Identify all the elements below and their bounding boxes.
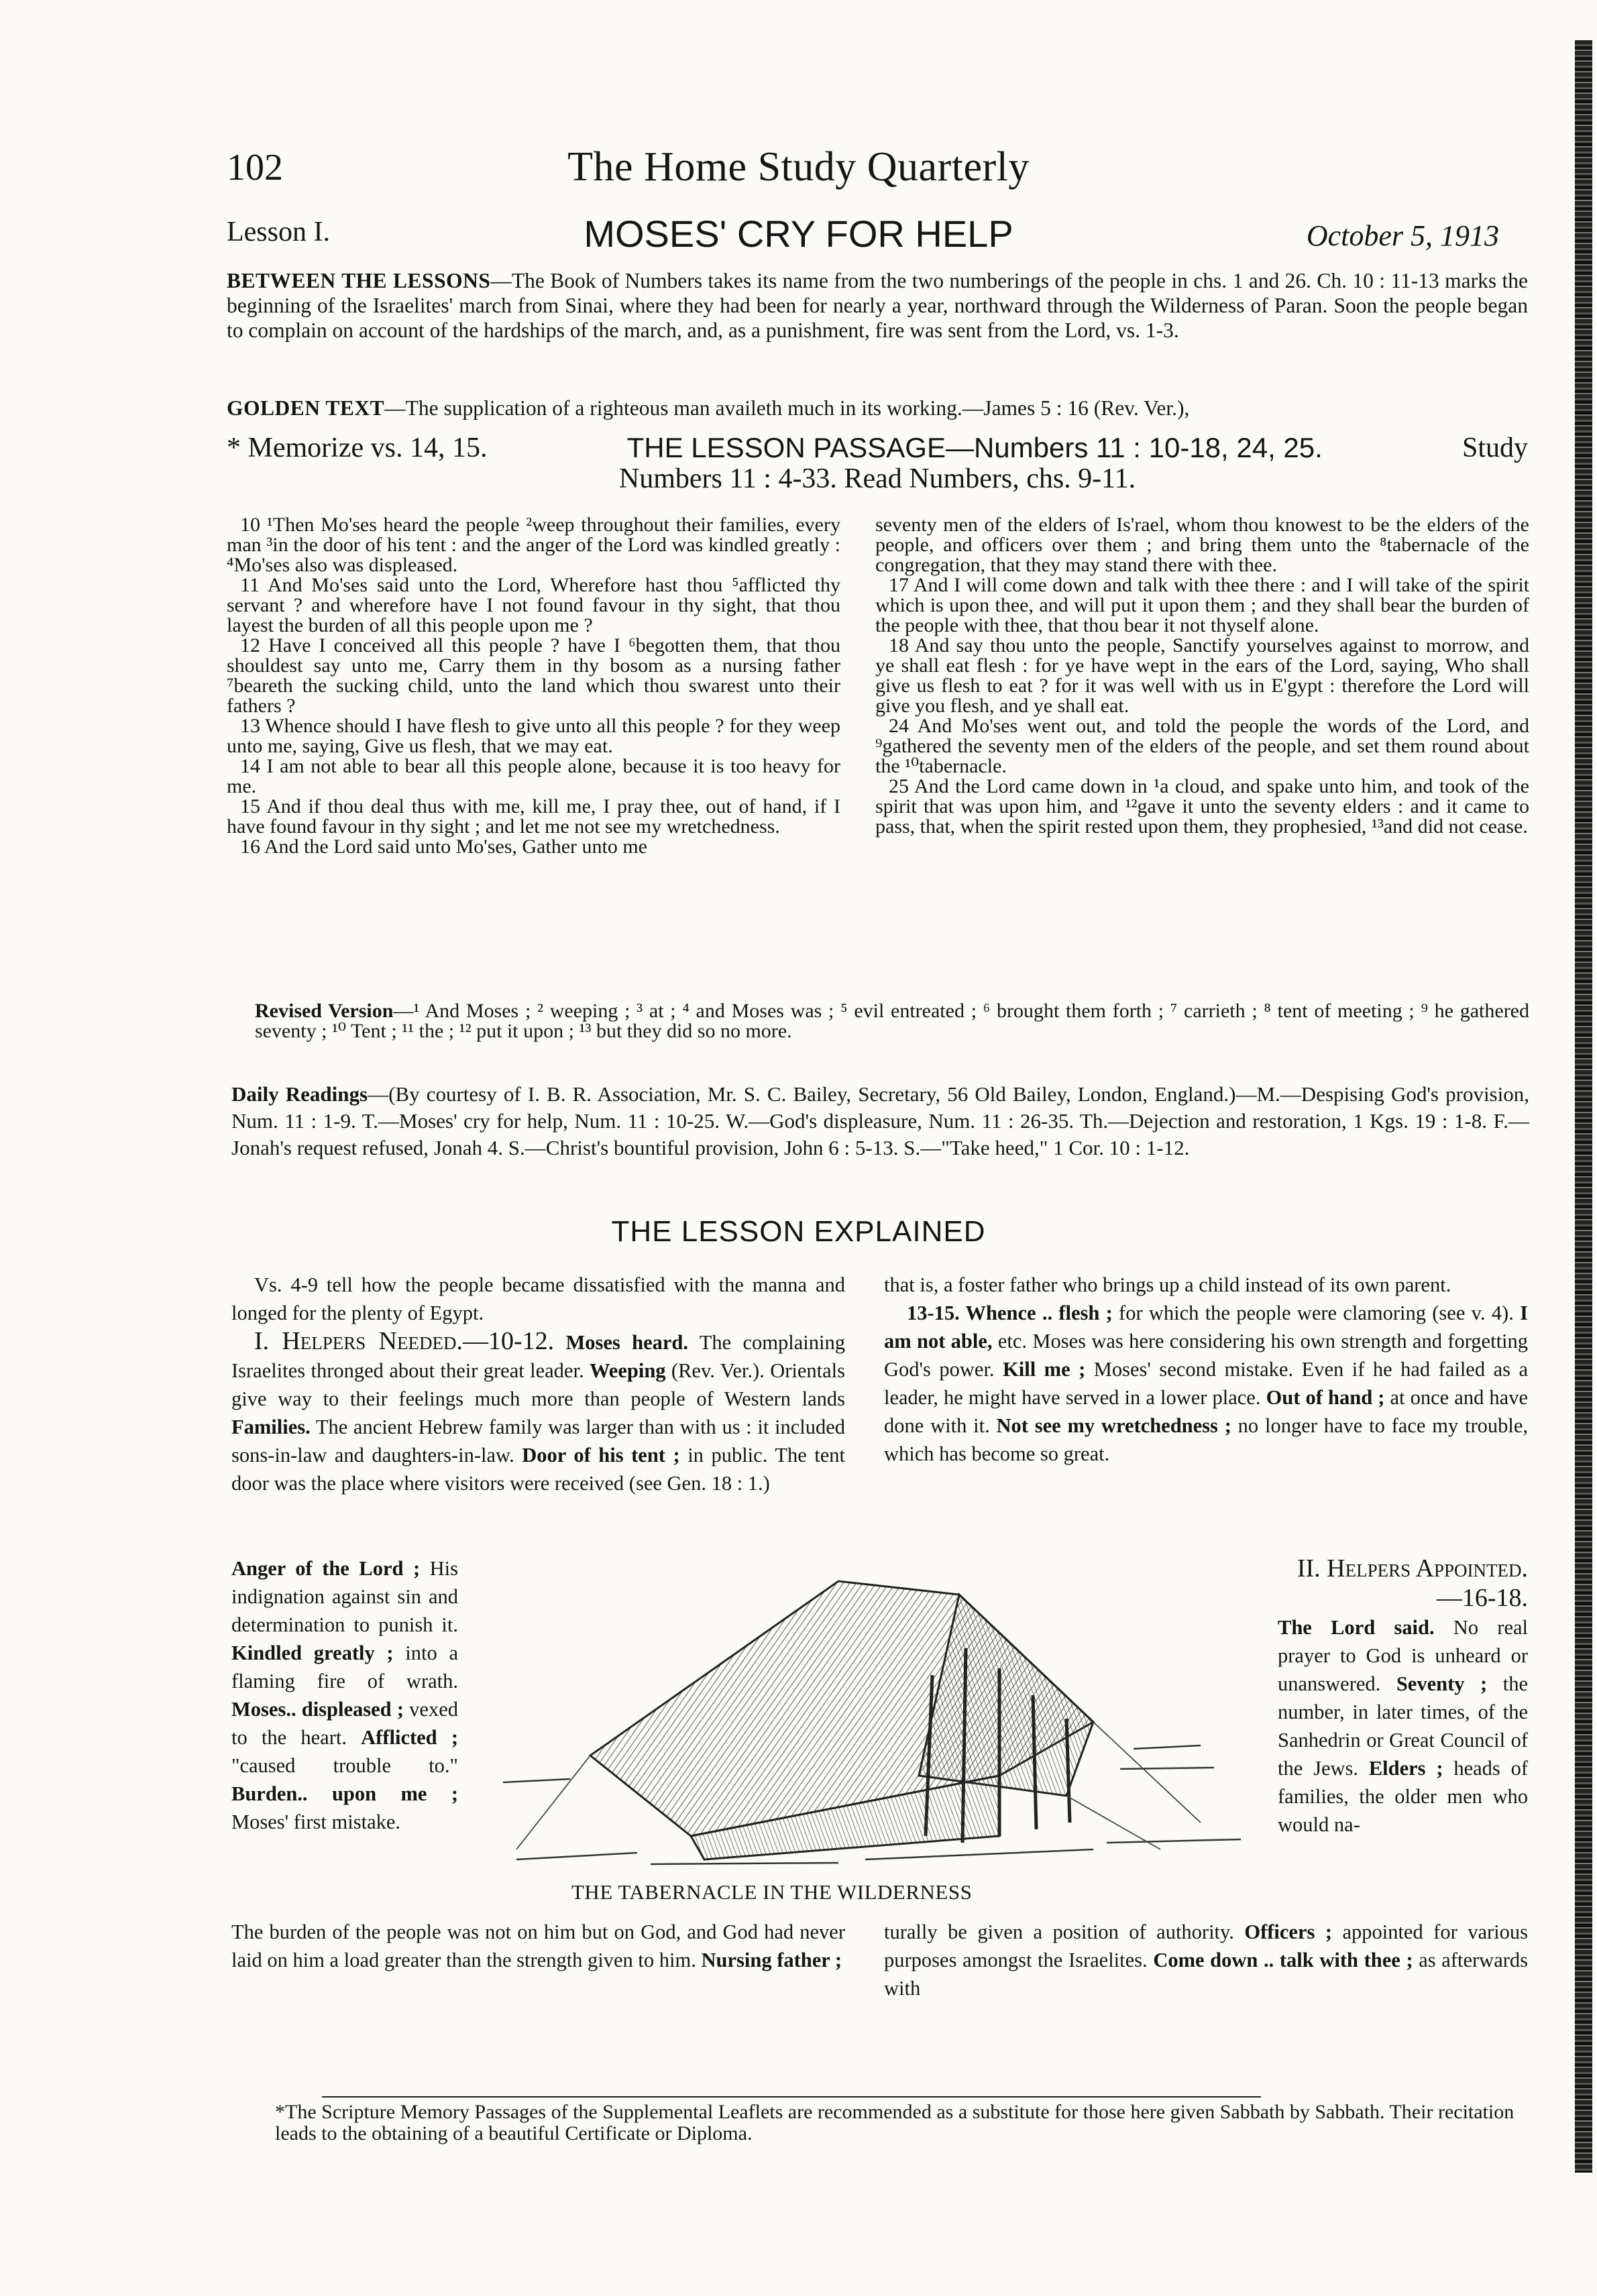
gloss-term: Kill me ; [1003, 1358, 1086, 1381]
daily-readings [231, 1081, 1529, 1161]
page-number: 102 [227, 147, 283, 188]
gloss-text: His indignation against sin and determination to punish it. [231, 1557, 459, 1636]
daily-readings-label: Daily Readings [231, 1082, 368, 1106]
gloss-text: appointed for various purposes amongst the Israelites. [884, 1920, 1528, 1971]
gloss-term: Moses heard. [565, 1331, 688, 1354]
gloss-term: Afflicted ; [361, 1726, 458, 1749]
gloss-text: Moses' first mistake. [231, 1811, 401, 1833]
lesson-explained-heading: THE LESSON EXPLAINED [611, 1215, 986, 1248]
between-label: BETWEEN THE LESSONS [227, 269, 491, 292]
lesson-passage-block [227, 433, 1528, 494]
gloss-text: "caused trouble to." [231, 1754, 458, 1777]
lesson-title: MOSES' CRY FOR HELP [584, 213, 1013, 255]
footnote-rule [322, 2096, 1261, 2098]
scripture-verse: 25 And the Lord came down in ¹a cloud, and spake unto him, and took of the spirit that was upon him, and ¹²gave it unto the seventy elders : and it came to pass, that, when the spirit rested upon them, they prophesied, ¹³and did not cease. [875, 775, 1529, 838]
gloss-term: Not see my wretchedness ; [996, 1414, 1231, 1437]
gloss-term: I am not able, [884, 1302, 1528, 1353]
gloss-text: vexed to the heart. [231, 1698, 458, 1749]
scripture-verse: 17 And I will come down and talk with thee there : and I will take of the spirit which is upon thee, and will put it upon them ; and they shall bear the burden of the people with thee, that thou bear it not thyself alone. [875, 574, 1529, 636]
gloss-text: the number, in later times, of the Sanhedrin or Great Council of the Jews. [1278, 1672, 1528, 1780]
gloss-term: The Lord said. [1278, 1616, 1435, 1639]
section1-heading: I. Helpers Needed.—10-12. [254, 1327, 555, 1355]
gloss-text: heads of families, the older men who would na- [1278, 1757, 1528, 1836]
gloss-term: Officers ; [1244, 1920, 1332, 1943]
gloss-text: The ancient Hebrew family was larger than with us : it included sons-in-law and daughters-in-law. [231, 1416, 845, 1467]
left-bottom-tail: Nursing father ; [701, 1949, 842, 1971]
left-bottom-text: The burden of the people was not on him but on God, and God had never laid on him a load greater than the strength given to him. [231, 1920, 845, 1971]
explained-right-narrow [1278, 1554, 1528, 1839]
between-text: —The Book of Numbers takes its name from the two numberings of the people in chs. 1 and 26. Ch. 10 : 11-13 marks the beginning of the Israelites' march from Sinai, where they had been for nearly a year, northward through the Wilderness of Paran. Soon the people began to complain on account of the hardships of the march, and, as a punishment, fire was sent from the Lord, vs. 1-3. [227, 269, 1528, 342]
gloss-text: at once and have done with it. [884, 1386, 1529, 1437]
gloss-term: Kindled greatly ; [231, 1642, 394, 1664]
revised-version-text: —¹ And Moses ; ² weeping ; ³ at ; ⁴ and Moses was ; ⁵ evil entreated ; ⁶ brought them forth ; ⁷ carrieth ; ⁸ tent of meeting ; ⁹ he gathered seventy ; ¹⁰ Tent ; ¹¹ the ; ¹² put it upon ; ¹³ but they did so no more. [255, 1000, 1530, 1042]
gloss-text: as afterwards with [884, 1949, 1529, 2000]
scripture-verse: 14 I am not able to bear all this people alone, because it is too heavy for me. [227, 755, 840, 797]
gloss-text: The complaining Israelites thronged about their great leader. [231, 1331, 845, 1382]
golden-text-body: —The supplication of a righteous man availeth much in its working.—James 5 : 16 (Rev. Ver.), [384, 396, 1190, 420]
daily-readings-text: —(By courtesy of I. B. R. Association, Mr. S. C. Bailey, Secretary, 56 Old Bailey, London, England.)—M.—Despising God's provision, Num. 11 : 1-9. T.—Moses' cry for help, Num. 11 : 10-25. W.—God's displeasure, Num. 11 : 26-35. Th.—Dejection and restoration, 1 Kgs. 19 : 1-8. F.—Jonah's request refused, Jonah 4. S.—Christ's bountiful provision, John 6 : 5-13. S.—"Take heed," 1 Cor. 10 : 1-12. [231, 1082, 1529, 1159]
gloss-text: in public. The tent door was the place where visitors were received (see Gen. 18 : 1.) [231, 1444, 846, 1495]
gloss-text: turally be given a position of authority. [884, 1920, 1245, 1943]
between-the-lessons [227, 268, 1528, 343]
scripture-left-column [227, 515, 840, 857]
lesson-date: October 5, 1913 [1306, 219, 1499, 252]
running-title: The Home Study Quarterly [567, 144, 1030, 190]
scripture-verse: seventy men of the elders of Is'rael, whom thou knowest to be the elders of the people, and officers over them ; and bring them unto the ⁸tabernacle of the congregation, that they may stand there with thee. [875, 514, 1529, 576]
gloss-term: Out of hand ; [1266, 1386, 1385, 1409]
gloss-text: into a flaming fire of wrath. [231, 1642, 458, 1692]
explained-intro: Vs. 4-9 tell how the people became dissatisfied with the manna and longed for the plenty of Egypt. [231, 1273, 845, 1324]
gloss-term: Seventy ; [1396, 1672, 1488, 1695]
scripture-verse: 13 Whence should I have flesh to give unto all this people ? for they weep unto me, saying, Give us flesh, that we may eat. [227, 715, 840, 757]
tabernacle-illustration [490, 1554, 1261, 1876]
revised-version [255, 1001, 1529, 1041]
gloss-term: Anger of the Lord ; [231, 1557, 421, 1580]
section2-heading: II. Helpers Appointed.—16-18. [1297, 1554, 1528, 1612]
lesson-passage-ref: THE LESSON PASSAGE—Numbers 11 : 10-18, 24, 25. [626, 432, 1323, 463]
explained-left-narrow [231, 1554, 458, 1836]
gloss-text: no longer have to face my trouble, which has become so great. [884, 1414, 1528, 1465]
gloss-term: Door of his tent ; [522, 1444, 680, 1467]
gloss-text: No real prayer to God is unheard or unanswered. [1278, 1616, 1529, 1695]
gloss-term: Families. [231, 1416, 311, 1438]
gloss-text: (Rev. Ver.). Orientals give way to their feelings much more than people of Western lands [231, 1359, 845, 1410]
memorize-note: * Memorize vs. 14, 15. [227, 433, 488, 463]
scan-edge-artifact [1575, 40, 1592, 2173]
scripture-verse: 12 Have I conceived all this people ? have I ⁶begotten them, that thou shouldest say unto me, Carry them in thy bosom as a nursing father ⁷beareth the sucking child, unto the land which thou swarest unto their fathers ? [227, 634, 840, 717]
gloss-text: Moses' second mistake. Even if he had failed as a leader, he might have served in a lower place. [884, 1358, 1529, 1409]
gloss-term: Weeping [589, 1359, 666, 1382]
golden-label: GOLDEN TEXT [227, 396, 385, 420]
gloss-term: Burden.. upon me ; [231, 1782, 458, 1805]
gloss-term: Elders ; [1368, 1757, 1443, 1780]
footnote: *The Scripture Memory Passages of the Supplemental Leaflets are recommended as a substitute for those here given Sabbath by Sabbath. Their recitation leads to the obtaining of a beautiful Certificate or Diploma. [275, 2101, 1515, 2144]
lesson-number: Lesson I. [227, 217, 330, 247]
gloss-term: Come down .. talk with thee ; [1153, 1949, 1413, 1971]
explained-right-top [884, 1271, 1528, 1468]
scripture-right-column [875, 515, 1529, 837]
study-read-line: Numbers 11 : 4-33. Read Numbers, chs. 9-11. [618, 463, 1136, 494]
golden-text [227, 396, 1528, 420]
gloss-term: 13-15. Whence .. flesh ; [907, 1302, 1113, 1324]
gloss-term: Moses.. displeased ; [231, 1698, 404, 1721]
scripture-verse: 18 And say thou unto the people, Sanctify yourselves against to morrow, and ye shall eat flesh : for ye have wept in the ears of the Lord, saying, Who shall give us flesh to eat ? for it was well with us in E'gypt : therefore the Lord will give you flesh, and ye shall eat. [875, 634, 1529, 717]
right-top-intro: that is, a foster father who brings up a child instead of its own parent. [884, 1273, 1451, 1296]
scripture-verse: 11 And Mo'ses said unto the Lord, Wherefore hast thou ⁵afflicted thy servant ? and wherefore have I not found favour in thy sight, that thou layest the burden of all this people upon me ? [227, 574, 840, 636]
scripture-verse: 10 ¹Then Mo'ses heard the people ²weep throughout their families, every man ³in the door of his tent : and the anger of the Lord was kindled greatly : ⁴Mo'ses also was displeased. [227, 514, 840, 576]
explained-left-top [231, 1271, 845, 1497]
study-label: Study [1462, 433, 1528, 463]
scripture-verse: 24 And Mo'ses went out, and told the people the words of the Lord, and ⁹gathered the seventy men of the elders of the people, and set them round about the ¹⁰tabernacle. [875, 715, 1529, 777]
gloss-text: for which the people were clamoring (see v. 4). [1112, 1302, 1521, 1324]
revised-version-label: Revised Version [255, 1000, 394, 1022]
explained-left-bottom [231, 1918, 845, 1974]
scripture-verse: 15 And if thou deal thus with me, kill me, I pray thee, out of hand, if I have found favour in thy sight ; and let me not see my wretchedness. [227, 795, 840, 838]
gloss-text: etc. Moses was here considering his own strength and forgetting God's power. [884, 1330, 1529, 1381]
illustration-caption: THE TABERNACLE IN THE WILDERNESS [571, 1880, 973, 1904]
scripture-verse: 16 And the Lord said unto Mo'ses, Gather unto me [240, 836, 647, 858]
explained-right-bottom [884, 1918, 1528, 2002]
